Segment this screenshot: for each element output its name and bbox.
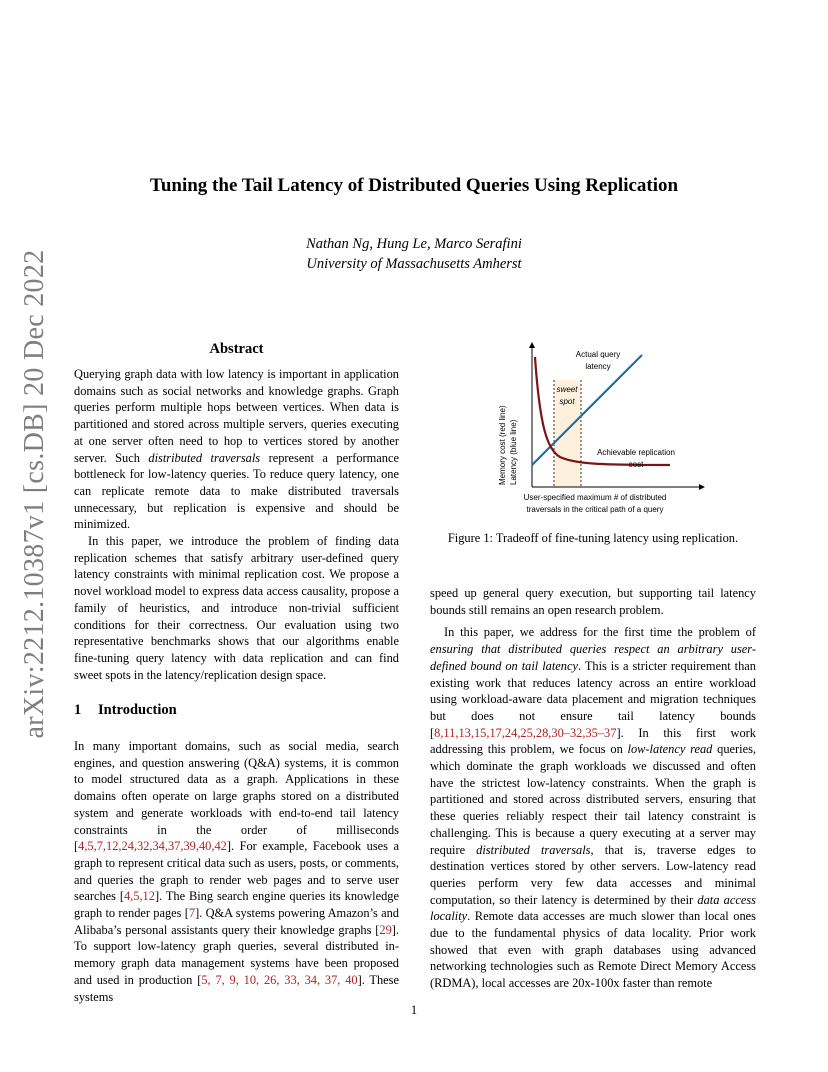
label-actual-latency-2: latency <box>585 362 611 371</box>
y-label-memory: Memory cost (red line) <box>498 405 507 485</box>
figure-caption: Figure 1: Tradeoff of fine-tuning latency using replication. <box>447 531 739 545</box>
citation-link[interactable]: 4,5,12 <box>123 889 155 904</box>
paper-title: Tuning the Tail Latency of Distributed Queries Using Replication <box>149 175 679 196</box>
page-number: 1 <box>410 1003 418 1017</box>
citation-link[interactable]: 5, 7, 9, 10, 26, 33, 34, 37, 40 <box>201 972 358 987</box>
citation-link[interactable]: 4,5,7,12,24,32,34,37,39,40,42 <box>78 839 227 854</box>
x-label-1: User-specified maximum # of distributed <box>523 493 667 502</box>
y-label-latency: Latency (blue line) <box>509 419 518 485</box>
intro-right-column <box>430 585 756 992</box>
label-actual-latency-1: Actual query <box>575 350 621 359</box>
abstract-body <box>74 366 399 683</box>
figure-1-tradeoff-diagram <box>490 335 715 525</box>
intro-paragraph-1: In many important domains, such as social media, search engines, and question answering (Q&A) systems, it is common to model structured data as a graph. Applications in these domains often operate on large graphs stored on a distributed system and generate workloads with end-to-end tail latency constraints in the order of milliseconds [4,5,7,12,24,32,34,37,39,40,42]. For example, Facebook uses a graph to represent critical data such as users, posts, or comments, and queries the graph to render web pages and to serve user searches [4,5,12]. The Bing search engine queries its knowledge graph to render pages [7]. Q&A systems powering Amazon’s and Alibaba’s personal assistants query their knowledge graphs [29]. To support low-latency graph queries, several distributed in-memory graph data management systems have been proposed and used in production [5, 7, 9, 10, 26, 33, 34, 37, 40]. These systems <box>74 739 399 1004</box>
label-sweet-1: sweet <box>556 385 578 394</box>
label-replication-2: cost <box>628 460 644 469</box>
author-block <box>0 234 828 274</box>
arxiv-stamp: arXiv:2212.10387v1 [cs.DB] 20 Dec 2022 <box>19 249 50 739</box>
right-paragraph-continued: speed up general query execution, but supporting tail latency bounds still remains an open research problem. <box>430 586 756 617</box>
intro-left-column <box>74 738 399 1005</box>
section-heading-introduction: 1 Introduction <box>74 702 177 718</box>
abstract-paragraph-1: Querying graph data with low latency is important in application domains such as social networks and knowledge graphs. Graph queries perform multiple hops between vertices. When data is partitioned and stored across multiple servers, queries executing at one server often need to hop to vertices stored by another server. Such distributed traversals represent a performance bottleneck for low-latency queries. To reduce query latency, one can replicate remote data to make distributed traversals unnecessary, but replication is expensive and should be minimized. <box>74 367 399 532</box>
abstract-paragraph-2: In this paper, we introduce the problem of finding data replication schemes that satisfy arbitrary user-defined query latency constraints with minimal replication cost. We propose a novel workload model to express data access causality, propose a family of heuristics, and introduce non-trivial sufficient conditions for their correctness. Our evaluation using two representative benchmarks shows that our algorithms enable fine-tuning query latency with data replication and can find sweet spots in the latency/replication design space. <box>74 534 399 682</box>
citation-link[interactable]: 7 <box>188 906 196 921</box>
label-sweet-2: spot <box>559 397 575 406</box>
abstract-heading: Abstract <box>209 341 264 357</box>
label-replication-1: Achievable replication <box>597 448 675 457</box>
affiliation: University of Massachusetts Amherst <box>306 256 522 272</box>
intro-paragraph-2: In this paper, we address for the first time the problem of ensuring that distributed queries respect an arbitrary user-defined bound on tail latency. This is a stricter requirement than existing work that reduces latency across an entire workload using workload-aware data placement and migration techniques but does not ensure tail latency bounds [8,11,13,15,17,24,25,28,30–32,35–37]. In this first work addressing this problem, we focus on low-latency read queries, which dominate the graph workloads we discussed and often have the strictest low-latency constraints. When the graph is partitioned and stored across distributed servers, ensuring that these queries reliably respect their tail latency constraint is challenging. This is because a query executing at a server may require distributed traversals, that is, traverse edges to destination vertices stored by other servers. Low-latency read queries perform very few data accesses and minimal computation, so their latency is determined by their data access locality. Remote data accesses are much slower than local ones due to the fundamental physics of data locality. Prior work showed that even with graph databases using advanced networking technologies such as Remote Direct Memory Access (RDMA), local accesses are 20x-100x faster than remote <box>430 625 757 991</box>
citation-link[interactable]: 8,11,13,15,17,24,25,28,30–32,35–37 <box>434 725 617 740</box>
authors: Nathan Ng, Hung Le, Marco Serafini <box>306 236 522 252</box>
x-label-2: traversals in the critical path of a query <box>526 505 664 514</box>
citation-link[interactable]: 29 <box>379 922 392 937</box>
